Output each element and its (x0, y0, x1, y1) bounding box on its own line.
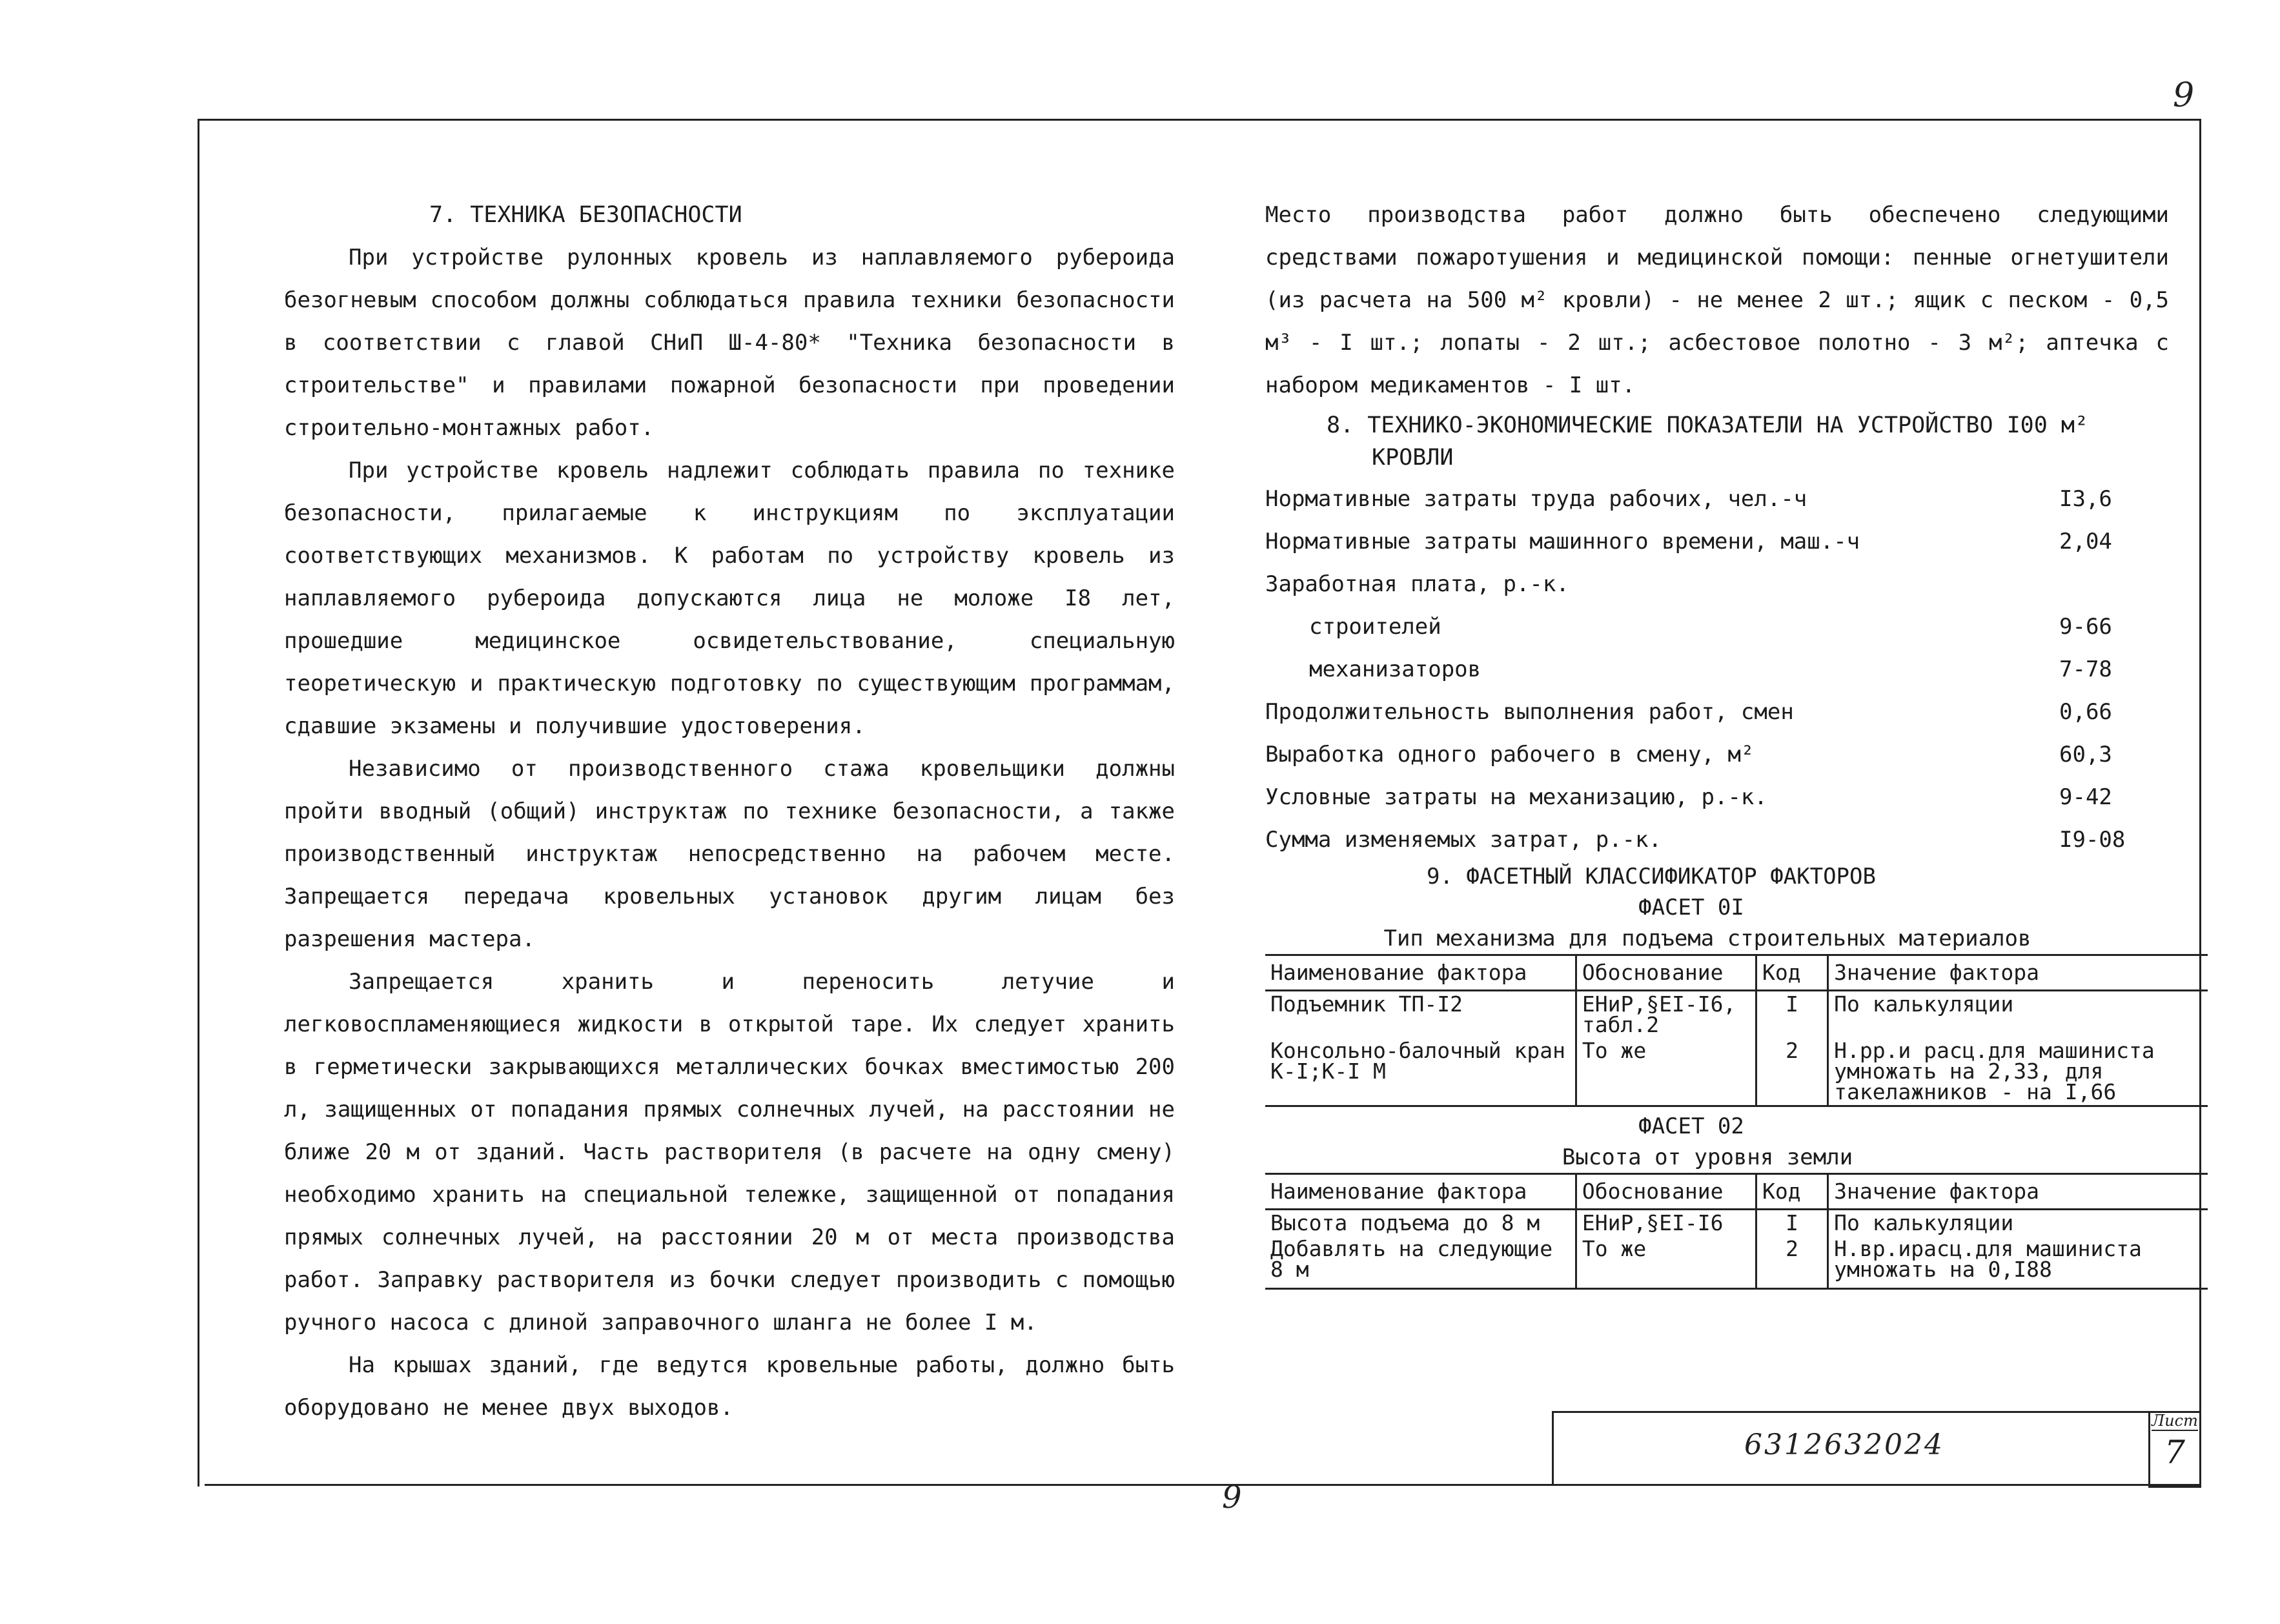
section-8-title-line1: 8. ТЕХНИКО-ЭКОНОМИЧЕСКИЕ ПОКАЗАТЕЛИ НА УСТРОЙСТВО I00 м² (1327, 412, 2089, 438)
table-header-row (1265, 955, 2208, 991)
indicator-label: механизаторов (1309, 656, 1481, 682)
indicator-label: Условные затраты на механизацию, р.-к. (1265, 784, 1767, 810)
indicator-label: Выработка одного рабочего в смену, м² (1265, 742, 1755, 767)
indicator-row (1265, 563, 2169, 605)
indicator-row (1265, 776, 2169, 818)
fire-safety-paragraph: Место производства работ должно быть обеспечено следующими средствами пожаротушения и медицинской помощи: пенные огнетушители (из расчета на 500 м² кровли) - не менее 2 шт.; ящик с песком - 0,5 м³ - I шт.; лопаты - 2 шт.; асбестовое полотно - 3 м²; аптечка с набором медикаментов - I шт. (1265, 202, 2169, 398)
facet-01-table (1265, 954, 2208, 1107)
indicators-list (1265, 478, 2169, 861)
indicator-label: Сумма изменяемых затрат, р.-к. (1265, 827, 1662, 853)
cell: ЕНиР,§ЕI-I6, табл.2 (1576, 991, 1756, 1039)
indicator-label: Продолжительность выполнения работ, смен (1265, 699, 1794, 725)
indicator-row (1265, 648, 2169, 691)
cell: По калькуляции (1828, 1210, 2208, 1237)
table-row (1265, 1236, 2208, 1289)
section-7 (284, 194, 1175, 1429)
cell: Добавлять на следующие 8 м (1265, 1236, 1576, 1289)
paragraph: На крышах зданий, где ведутся кровельные работы, должно быть оборудовано не менее двух выходов. (284, 1352, 1175, 1421)
sheet-label: Лист (2152, 1412, 2198, 1430)
indicator-value: I9-08 (2059, 827, 2126, 853)
col-header-value: Значение фактора (1828, 955, 2208, 991)
indicator-row (1265, 733, 2169, 776)
indicator-row (1265, 605, 2169, 648)
cell: I (1756, 991, 1828, 1039)
right-column (1265, 194, 2169, 1290)
facet-02-table (1265, 1173, 2208, 1290)
indicator-value (2059, 563, 2169, 605)
cell: То же (1576, 1038, 1756, 1106)
col-header-basis: Обоснование (1576, 1174, 1756, 1210)
col-header-code: Код (1756, 1174, 1828, 1210)
cell: 2 (1756, 1038, 1828, 1106)
paragraph: При устройстве кровель надлежит соблюдать правила по технике безопасности, прилагаемые к инструкциям по эксплуатации соответствующих механизмов. К работам по устройству кровель из наплавляемого рубероида допускаются лица не моложе I8 лет, прошедшие медицинское освидетельствование, специальную теоретическую и практическую подготовку по существующим программам, сдавшие экзамены и получившие удостоверения. (284, 458, 1175, 739)
cell: Н.рр.и расц.для машиниста умножать на 2,33, для такелажников - на I,66 (1828, 1038, 2208, 1106)
cell: Высота подъема до 8 м (1270, 1210, 1540, 1235)
cell: То же (1576, 1236, 1756, 1289)
cell: Подъемник ТП-I2 (1270, 991, 1463, 1017)
document-code: 6312632024 (1744, 1428, 1944, 1461)
facet-02-subtitle: Высота от уровня земли (1562, 1144, 1853, 1170)
cell: По калькуляции (1828, 991, 2208, 1039)
cell: Н.вр.ирасц.для машиниста умножать на 0,I88 (1828, 1236, 2208, 1289)
indicator-row (1265, 818, 2169, 861)
sheet-number: 7 (2164, 1434, 2185, 1471)
indicator-row (1265, 691, 2169, 733)
page-number-top: 9 (2173, 76, 2195, 115)
indicator-label: Заработная плата, р.-к. (1265, 571, 1569, 597)
frame-bottom-line (205, 1484, 1554, 1486)
col-header-factor: Наименование фактора (1265, 1174, 1576, 1210)
indicator-value: 9-66 (2059, 614, 2112, 640)
indicator-value: 60,3 (2059, 742, 2112, 767)
indicator-row (1265, 478, 2169, 520)
indicator-value: 2,04 (2059, 529, 2112, 554)
indicator-value: I3,6 (2059, 486, 2112, 512)
indicator-value: 0,66 (2059, 699, 2112, 725)
section-7-title: 7. ТЕХНИКА БЕЗОПАСНОСТИ (429, 202, 742, 228)
section-8-title-line2: КРОВЛИ (1372, 445, 1454, 471)
title-block-stamp (1552, 1411, 2199, 1486)
indicator-label: строителей (1309, 614, 1441, 640)
section-9 (1265, 861, 2169, 1290)
indicator-row (1265, 520, 2169, 563)
paragraph: При устройстве рулонных кровель из наплавляемого рубероида безогневым способом должны соблюдаться правила техники безопасности в соответствии с главой СНиП Ш-4-80* "Техника безопасности в строительстве" и правилами пожарной безопасности при проведении строительно-монтажных работ. (284, 245, 1175, 441)
table-row (1265, 1038, 2208, 1106)
col-header-factor: Наименование фактора (1265, 955, 1576, 991)
col-header-basis: Обоснование (1576, 955, 1756, 991)
table-row (1265, 1210, 2208, 1237)
facet-01-title: ФАСЕТ 0I (1638, 895, 1744, 920)
cell: 2 (1756, 1236, 1828, 1289)
indicator-label: Нормативные затраты машинного времени, маш.-ч (1265, 529, 1860, 554)
section-9-title: 9. ФАСЕТНЫЙ КЛАССИФИКАТОР ФАКТОРОВ (1427, 864, 1876, 889)
facet-02-title: ФАСЕТ 02 (1638, 1113, 1744, 1139)
indicator-value: 9-42 (2059, 784, 2112, 810)
table-row (1265, 991, 2208, 1039)
col-header-value: Значение фактора (1828, 1174, 2208, 1210)
cell: I (1756, 1210, 1828, 1237)
indicator-value: 7-78 (2059, 656, 2112, 682)
indicator-label: Нормативные затраты труда рабочих, чел.-ч (1265, 486, 1807, 512)
table-header-row (1265, 1174, 2208, 1210)
col-header-code: Код (1756, 955, 1828, 991)
cell: ЕНиР,§ЕI-I6 (1576, 1210, 1756, 1237)
facet-01-subtitle: Тип механизма для подъема строительных материалов (1383, 926, 2031, 951)
paragraph: Запрещается хранить и переносить летучие и легковоспламеняющиеся жидкости в открытой таре. Их следует хранить в герметически закрывающихся металлических бочках вместимостью 200 л, защищенных от попадания прямых солнечных лучей, на расстоянии не ближе 20 м от зданий. Часть растворителя (в расчете на одну смену) необходимо хранить на специальной тележке, защищенной от попадания прямых солнечных лучей, на расстоянии 20 м от места производства работ. Заправку растворителя из бочки следует производить с помощью ручного насоса с длиной заправочного шланга не более I м. (284, 969, 1175, 1335)
section-8 (1265, 409, 2169, 861)
cell: Консольно-балочный кран К-I;К-I М (1265, 1038, 1576, 1106)
page-number-bottom: 9 (1222, 1479, 1242, 1516)
paragraph: Независимо от производственного стажа кровельщики должны пройти вводный (общий) инструктаж по технике безопасности, а также производственный инструктаж непосредственно на рабочем месте. Запрещается передача кровельных установок другим лицам без разрешения мастера. (284, 756, 1175, 952)
sheet-cell (2148, 1411, 2201, 1488)
